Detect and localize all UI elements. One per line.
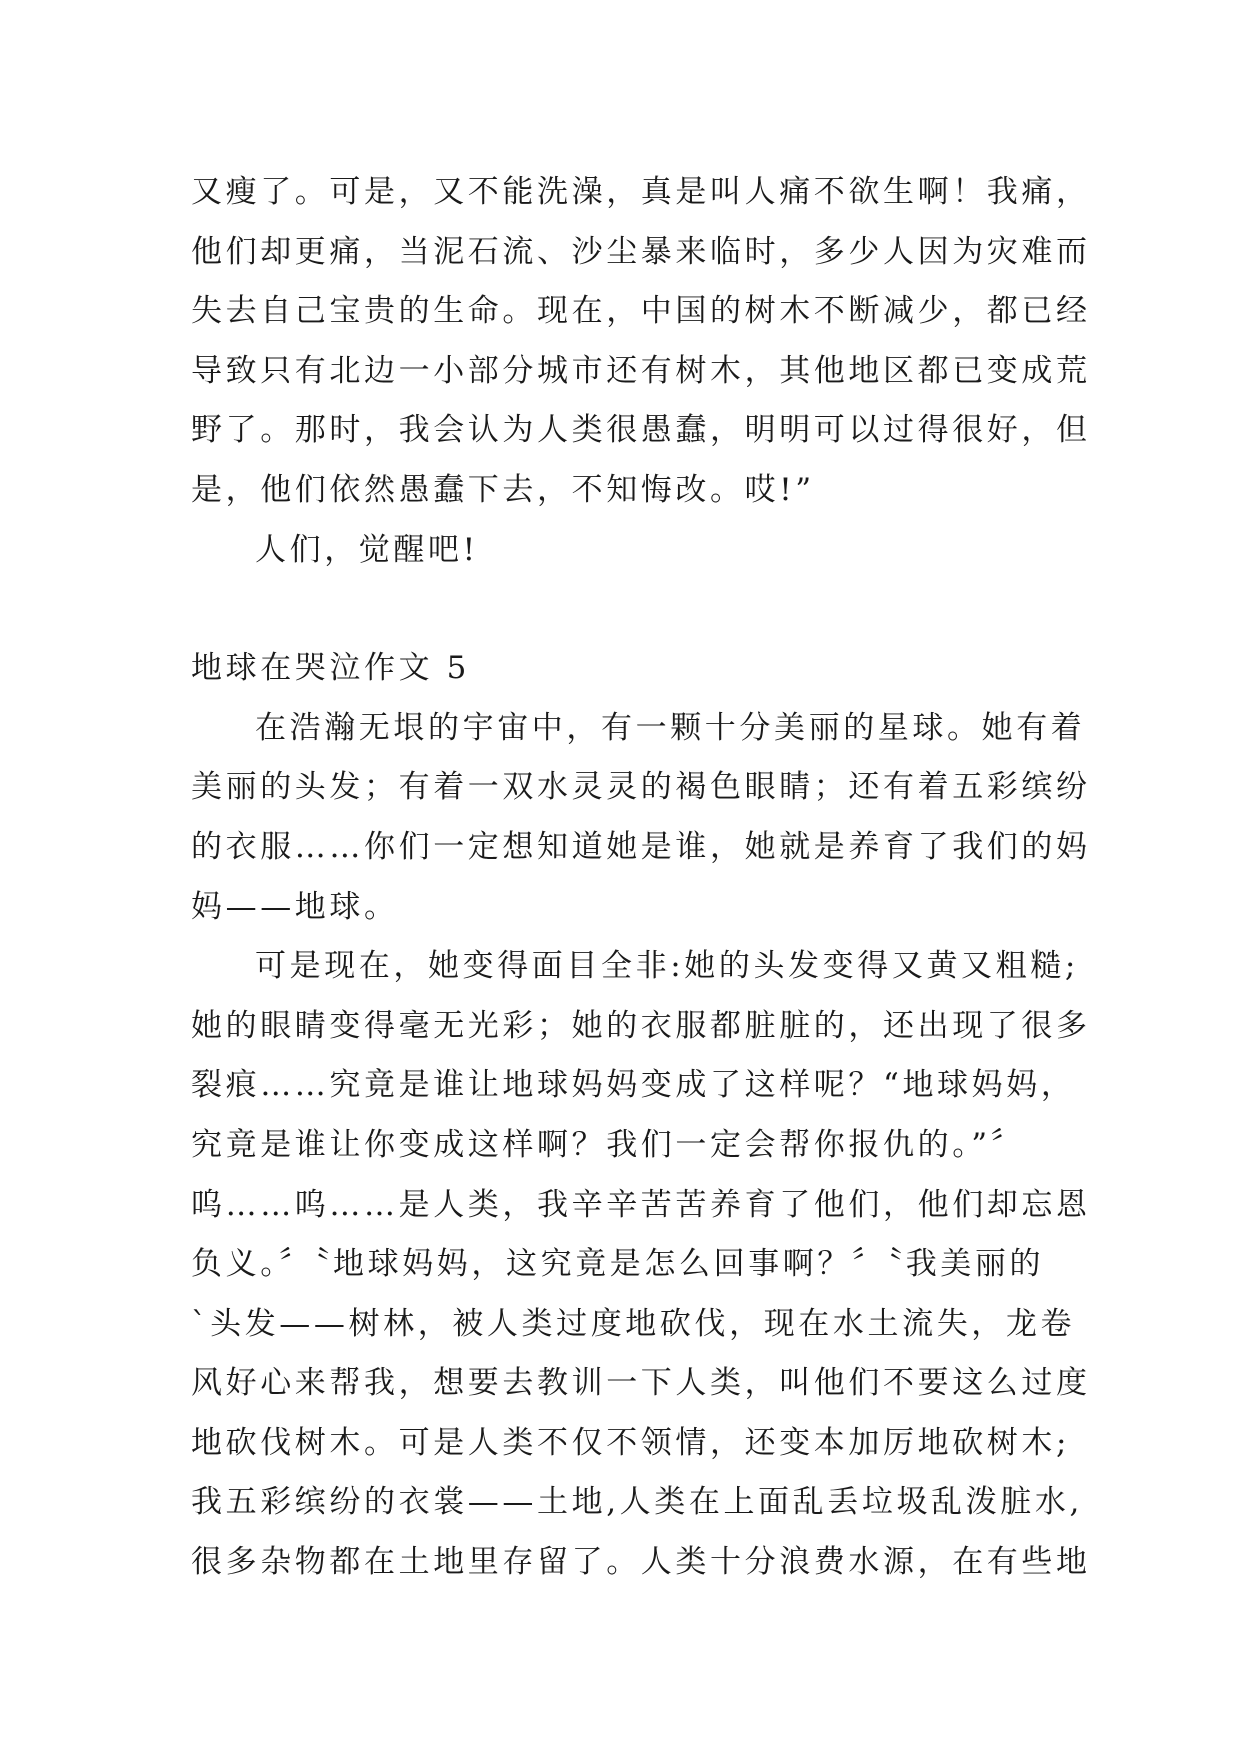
text-line: 美丽的头发；有着一双水灵灵的褐色眼睛；还有着五彩缤纷 — [191, 769, 1091, 806]
text-line: 风好心来帮我，想要去教训一下人类，叫他们不要这么过度 — [191, 1365, 1091, 1402]
text-line: `头发——树林，被人类过度地砍伐，现在水土流失，龙卷 — [191, 1305, 1076, 1342]
paragraph — [191, 521, 1053, 581]
paragraph — [191, 699, 1091, 937]
text-line: 负义。〞〝地球妈妈，这究竟是怎么回事啊？〞〝我美丽的 — [191, 1246, 1045, 1283]
text-line: 究竟是谁让你变成这样啊？我们一定会帮你报仇的。”〞 — [191, 1126, 1026, 1163]
text-line: 又瘦了。可是，又不能洗澡，真是叫人痛不欲生啊！我痛， — [191, 174, 1091, 210]
text-line: 可是现在，她变得面目全非:她的头发变得又黄又粗糙; — [255, 948, 1079, 985]
text-line: 失去自己宝贵的生命。现在，中国的树木不断减少，都已经 — [191, 293, 1091, 330]
text-line: 裂痕……究竟是谁让地球妈妈变成了这样呢？“地球妈妈， — [191, 1067, 1076, 1104]
text-line: 是，他们依然愚蠢下去，不知悔改。哎!” — [191, 471, 815, 508]
text-line: 野了。那时，我会认为人类很愚蠢，明明可以过得很好，但 — [191, 412, 1091, 449]
document-body — [191, 163, 1091, 1593]
text-line: 很多杂物都在土地里存留了。人类十分浪费水源，在有些地 — [191, 1544, 1091, 1581]
text-line: 地砍伐树木。可是人类不仅不领情，还变本加厉地砍树木; — [191, 1424, 1071, 1461]
section-heading — [191, 639, 1053, 699]
text-line: 呜……呜……是人类，我辛辛苦苦养育了他们，他们却忘恩 — [191, 1186, 1091, 1223]
text-line: 我五彩缤纷的衣裳——土地,人类在上面乱丢垃圾乱泼脏水, — [191, 1484, 1083, 1521]
text-line: 在浩瀚无垠的宇宙中，有一颗十分美丽的星球。她有着 — [255, 709, 1086, 746]
paragraph — [191, 937, 1091, 1593]
paragraph — [191, 163, 1091, 521]
text-line: 人们，觉醒吧! — [255, 531, 479, 568]
text-line: 导致只有北边一小部分城市还有树木，其他地区都已变成荒 — [191, 352, 1091, 389]
text-line: 他们却更痛，当泥石流、沙尘暴来临时，多少人因为灾难而 — [191, 233, 1091, 270]
section-title: 地球在哭泣作文 5 — [191, 650, 470, 687]
text-line: 她的眼睛变得毫无光彩；她的衣服都脏脏的，还出现了很多 — [191, 1007, 1091, 1044]
text-line: 妈——地球。 — [191, 888, 399, 925]
text-line: 的衣服……你们一定想知道她是谁，她就是养育了我们的妈 — [191, 828, 1091, 865]
